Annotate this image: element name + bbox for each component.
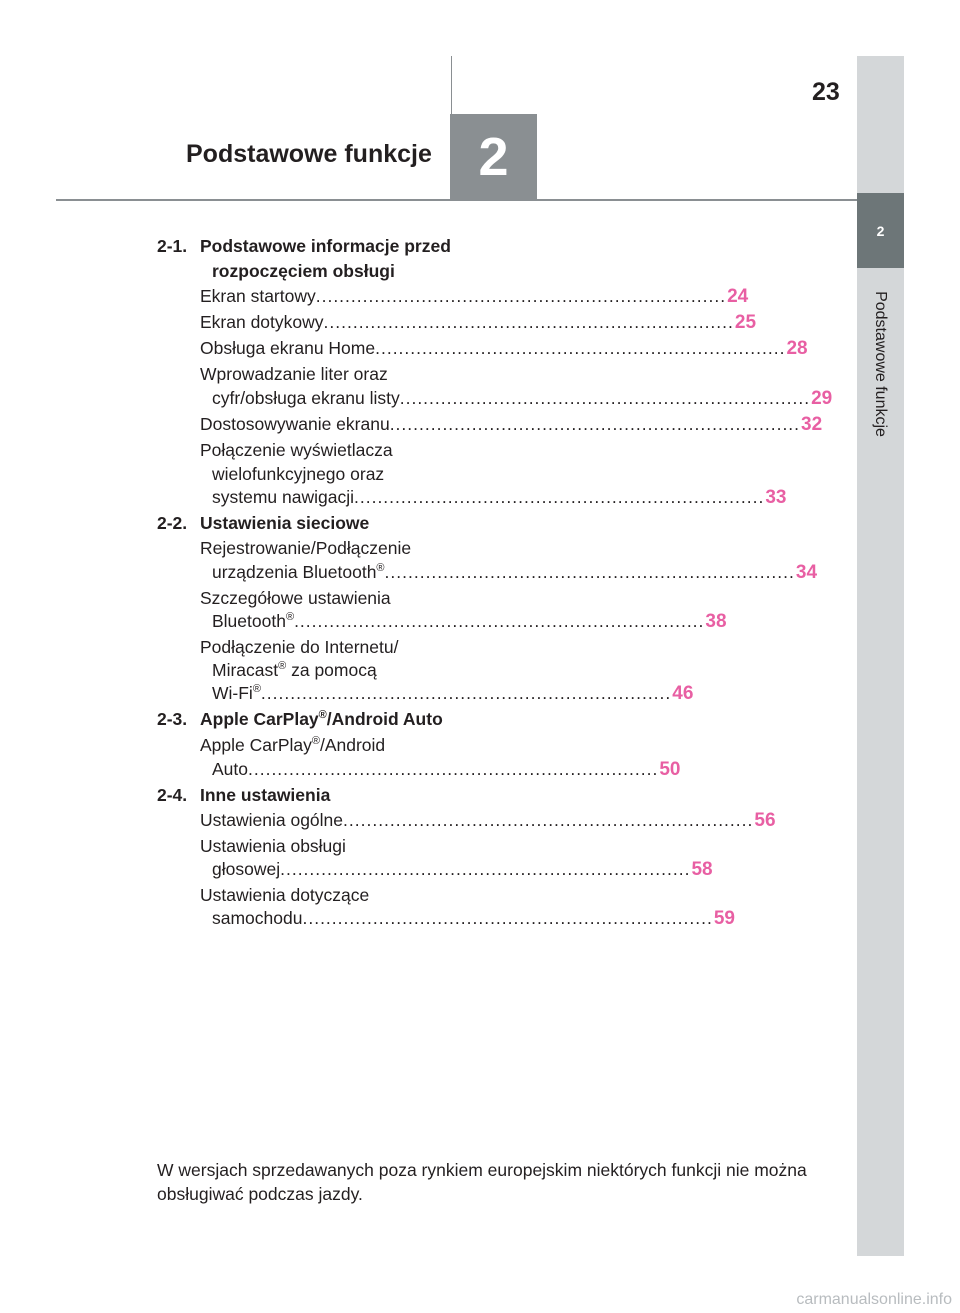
toc-entry[interactable] — [212, 611, 727, 633]
dot-leader: ...................................................................... — [302, 908, 713, 928]
watermark: carmanualsonline.info — [796, 1291, 952, 1308]
section-title: Podstawowe informacje przed — [200, 236, 451, 256]
page-ref[interactable]: 38 — [705, 611, 727, 632]
side-tab-number: 2 — [857, 193, 904, 268]
dot-leader: ...................................................................... — [294, 611, 705, 631]
toc-entry[interactable] — [212, 562, 818, 584]
toc-entry-text — [212, 562, 385, 583]
page-ref[interactable]: 28 — [786, 338, 808, 359]
toc-entry-line: Szczegółowe ustawienia — [200, 588, 391, 608]
entry-text: Wi-Fi — [212, 683, 253, 703]
dot-leader: ...................................................................... — [384, 562, 795, 582]
page-ref[interactable]: 25 — [734, 312, 757, 333]
chapter-title: Podstawowe funkcje — [186, 140, 432, 168]
page-ref[interactable]: 50 — [659, 759, 681, 780]
dot-leader: ...................................................................... — [260, 683, 672, 703]
registered-mark: ® — [311, 735, 320, 748]
dot-leader: ...................................................................... — [323, 312, 734, 332]
registered-mark: ® — [278, 660, 287, 673]
toc-entry[interactable] — [212, 759, 681, 781]
entry-text: Miracast — [212, 660, 279, 680]
section-title: Ustawienia sieciowe — [200, 513, 370, 533]
dot-leader: ...................................................................... — [315, 286, 727, 306]
toc-entry-line: Wprowadzanie liter oraz — [200, 364, 388, 384]
toc-entry-text: Auto — [212, 759, 248, 779]
toc-entry-line: Ustawienia obsługi — [200, 836, 346, 856]
toc-entry-line: Podłączenie do Internetu/ — [200, 637, 399, 657]
page-ref[interactable]: 58 — [691, 859, 713, 880]
page-number: 23 — [812, 78, 840, 106]
section-title-text: Apple CarPlay — [200, 709, 319, 729]
page-ref[interactable]: 32 — [801, 414, 823, 435]
toc-entry-text: cyfr/obsługa ekranu listy — [212, 388, 400, 408]
dot-leader: ...................................................................... — [280, 859, 691, 879]
page-ref[interactable]: 34 — [795, 562, 818, 583]
section-number: 2-2. — [157, 513, 188, 533]
dot-leader: ...................................................................... — [354, 487, 765, 507]
toc-entry-line — [212, 660, 377, 681]
toc-entry-line: Rejestrowanie/Podłączenie — [200, 538, 412, 558]
toc-entry[interactable] — [200, 414, 823, 436]
toc-entry-line: Połączenie wyświetlacza — [200, 440, 393, 460]
toc-entry-line: Ustawienia dotyczące — [200, 885, 370, 905]
toc-entry[interactable] — [212, 859, 713, 881]
toc-entry-text: Ekran startowy — [200, 286, 316, 306]
entry-text: Apple CarPlay — [200, 735, 312, 755]
page-ref[interactable]: 46 — [672, 683, 694, 704]
toc-entry-text — [212, 611, 294, 632]
toc-entry[interactable] — [212, 908, 735, 930]
section-title — [200, 709, 443, 730]
toc-entry-text: Ustawienia ogólne — [200, 810, 344, 830]
toc-entry-line: wielofunkcyjnego oraz — [212, 464, 385, 484]
page-ref[interactable]: 33 — [765, 487, 787, 508]
toc-entry-text: Obsługa ekranu Home — [200, 338, 376, 358]
dot-leader: ...................................................................... — [248, 759, 659, 779]
toc-entry-line — [200, 735, 385, 756]
toc-entry[interactable] — [212, 487, 787, 509]
page-ref[interactable]: 59 — [713, 908, 735, 929]
page-ref[interactable]: 56 — [754, 810, 776, 831]
dot-leader: ...................................................................... — [389, 414, 801, 434]
entry-text: Bluetooth — [212, 611, 286, 631]
section-number: 2-3. — [157, 709, 188, 729]
registered-mark: ® — [376, 562, 385, 575]
dot-leader: ...................................................................... — [375, 338, 786, 358]
section-number: 2-1. — [157, 236, 188, 256]
page-ref[interactable]: 29 — [811, 388, 833, 409]
toc-entry-text: Ekran dotykowy — [200, 312, 324, 332]
header-divider — [451, 56, 452, 114]
toc-entry[interactable] — [212, 683, 694, 705]
toc-entry-text: samochodu — [212, 908, 303, 928]
toc-entry-text: głosowej — [212, 859, 281, 879]
dot-leader: ...................................................................... — [343, 810, 754, 830]
registered-mark: ® — [285, 611, 295, 624]
section-number: 2-4. — [157, 785, 188, 805]
toc-entry[interactable] — [200, 286, 749, 308]
registered-mark: ® — [318, 709, 327, 722]
header-rule — [56, 199, 857, 201]
toc-entry-text: systemu nawigacji — [212, 487, 354, 507]
side-tab-label: Podstawowe funkcje — [872, 291, 889, 437]
footnote: W wersjach sprzedawanych poza rynkiem europejskim niektórych funkcji nie można obsługiwać podczas jazdy. — [157, 1160, 807, 1204]
registered-mark: ® — [252, 683, 261, 696]
dot-leader: ...................................................................... — [399, 388, 811, 408]
toc-entry[interactable] — [200, 338, 808, 360]
entry-text: urządzenia Bluetooth — [212, 562, 377, 582]
page-ref[interactable]: 24 — [727, 286, 749, 307]
toc-entry[interactable] — [200, 312, 757, 334]
section-title-cont: rozpoczęciem obsługi — [212, 261, 395, 281]
entry-text: za pomocą — [286, 660, 377, 680]
chapter-number: 2 — [450, 114, 537, 199]
toc-entry-text — [212, 683, 261, 704]
section-title-text: /Android Auto — [326, 709, 443, 729]
toc-entry-text: Dostosowywanie ekranu — [200, 414, 390, 434]
toc-entry[interactable] — [212, 388, 833, 410]
entry-text: /Android — [319, 735, 386, 755]
section-title: Inne ustawienia — [200, 785, 331, 805]
toc-entry[interactable] — [200, 810, 776, 832]
